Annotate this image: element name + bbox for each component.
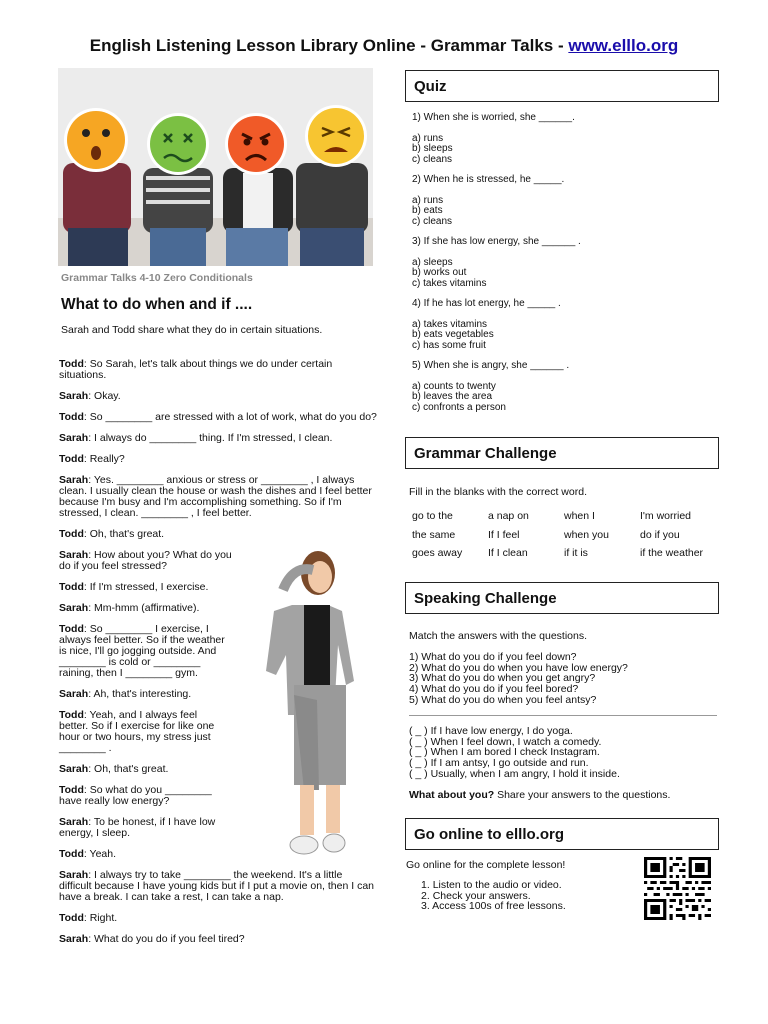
- dialog-line: Sarah: What do you do if you feel tired?: [59, 933, 245, 945]
- dialog-line: Todd: If I'm stressed, I exercise.: [59, 581, 209, 593]
- dialog-line: Todd: Oh, that's great.: [59, 528, 165, 540]
- dialog-line: Sarah: Oh, that's great.: [59, 763, 169, 775]
- dialog-line: Sarah: To be honest, if I have low energy, I sleep.: [59, 816, 216, 839]
- speaking-questions: 1) What do you do if you feel down? 2) What do you do when you have low energy? 3) What do you do when you get angry? 4) What do you do if you feel bored? 5) What do you do when you feel antsy?: [409, 651, 628, 706]
- lesson-caption: Grammar Talks 4-10 Zero Conditionals: [61, 272, 253, 284]
- dialog-line: Sarah: I always try to take ________ the weekend. It's a little difficult because I have young kids but if I put a movie on, then I can have a break. I can take a rest, I can take a nap.: [59, 869, 374, 903]
- lesson-intro: Sarah and Todd share what they do in certain situations.: [61, 324, 323, 336]
- quiz-questions: [412, 113, 712, 423]
- dialog-line: Todd: Really?: [59, 453, 125, 465]
- dialog-line: Todd: So what do you ________ have really low energy?: [59, 784, 212, 807]
- word-bank-row: goes away If I clean if it is if the weather: [412, 547, 704, 559]
- person-4: [296, 105, 368, 266]
- dialog-line: Todd: Yeah.: [59, 848, 117, 860]
- quiz-question: 2) When he is stressed, he _____. a) runs b) eats c) cleans: [412, 174, 565, 227]
- dialog-line: Sarah: How about you? What do you do if you feel stressed?: [59, 549, 232, 572]
- person-2: [143, 113, 213, 266]
- dialog-line: Todd: So ________ are stressed with a lot of work, what do you do?: [59, 411, 377, 423]
- dialog-line: Sarah: I always do ________ thing. If I'm stressed, I clean.: [59, 432, 333, 444]
- lesson-title: What to do when and if ....: [61, 296, 253, 313]
- word-bank-row: go to the a nap on when I I'm worried: [412, 510, 692, 522]
- grammar-challenge-title: Grammar Challenge: [405, 437, 719, 469]
- dialog-line: Todd: So Sarah, let's talk about things we do under certain situations.: [59, 358, 333, 381]
- dialog-line: Sarah: Mm-hmm (affirmative).: [59, 602, 200, 614]
- word-bank: [412, 510, 722, 566]
- dialog-line: Todd: So ________ I exercise, I always feel better. So if the weather is nice, I'll go jogging outside. And ________ is cold or ________ raining, then I ________ gym.: [59, 623, 225, 679]
- elllo-link[interactable]: www.elllo.org: [568, 36, 679, 55]
- dialog-line: Sarah: Ah, that's interesting.: [59, 688, 192, 700]
- person-1: [63, 108, 131, 266]
- grammar-challenge-intro: Fill in the blanks with the correct word.: [409, 486, 587, 498]
- quiz-question: 5) When she is angry, she ______ . a) counts to twenty b) leaves the area c) confronts a person: [412, 360, 570, 413]
- go-online-list: [421, 880, 566, 912]
- page-title: [0, 36, 768, 56]
- dialog-line: Sarah: Yes. ________ anxious or stress or ________ , I always clean. I usually clean the house or wash the dishes and I feel better because I'm busy and I'm accomplishing something. So if I'm stressed, I clean. ________ , I feel better.: [59, 474, 372, 519]
- list-item: 2. Check your answers.: [421, 889, 531, 902]
- quiz-question: 1) When she is worried, she ______. a) runs b) sleeps c) cleans: [412, 112, 575, 165]
- emoji-people-photo: [58, 68, 373, 266]
- speaking-answers: ( _ ) If I have low energy, I do yoga. ( _ ) When I feel down, I watch a comedy. ( _ ) When I am bored I check Instagram. ( _ ) If I am antsy, I go outside and run. ( _ ) Usually, when I am angry, I hold it inside.: [409, 725, 620, 780]
- list-item: 3. Access 100s of free lessons.: [421, 900, 566, 913]
- quiz-title: Quiz: [405, 70, 719, 102]
- go-online-title: Go online to elllo.org: [405, 818, 719, 850]
- quiz-question: 3) If she has low energy, she ______ . a) sleeps b) works out c) takes vitamins: [412, 236, 581, 289]
- thinking-woman-image: [248, 545, 373, 860]
- dialog-line: Todd: Right.: [59, 912, 118, 924]
- word-bank-row: the same If I feel when you do if you: [412, 528, 680, 541]
- divider: [409, 715, 717, 716]
- go-online-intro: Go online for the complete lesson!: [406, 859, 566, 871]
- quiz-question: 4) If he has lot energy, he _____ . a) takes vitamins b) eats vegetables c) has some fruit: [412, 298, 561, 351]
- person-3: [223, 113, 293, 266]
- dialog-line: Sarah: Okay.: [59, 390, 121, 402]
- dialog-line: Todd: Yeah, and I always feel better. So if I exercise for like one hour or two hours, my stress just ________ .: [59, 709, 215, 754]
- page-title-text: English Listening Lesson Library Online - Grammar Talks -: [89, 36, 569, 55]
- list-item: 1. Listen to the audio or video.: [421, 879, 562, 891]
- speaking-challenge-title: Speaking Challenge: [405, 582, 719, 614]
- speaking-challenge-intro: Match the answers with the questions.: [409, 630, 588, 642]
- qr-code[interactable]: [644, 857, 711, 920]
- what-about-you: What about you? Share your answers to the questions.: [409, 789, 671, 801]
